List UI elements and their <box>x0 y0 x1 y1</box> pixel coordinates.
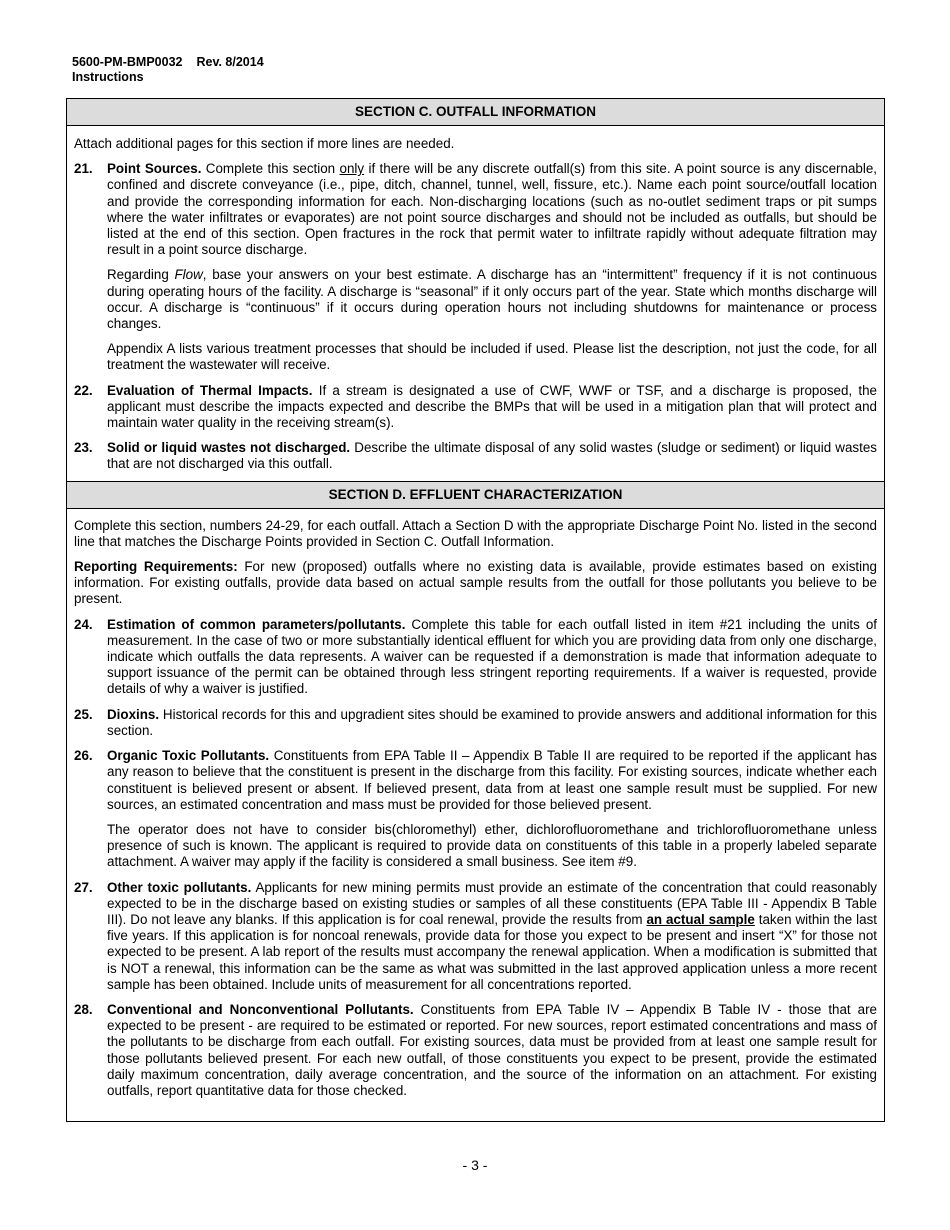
section-c-intro: Attach additional pages for this section if more lines are needed. <box>74 136 455 151</box>
item-24-text: Estimation of common parameters/pollutants. Complete this table for each outfall listed in item #21 including the units of measurement. In the case of two or more substantially identical effluent for which you are providing data from only one discharge, indicate which outfalls the data represents. A waiver can be requested if a demonstration is made that information adequate to support issuance of the permit can be obtained through less stringent reporting requirements. If a waiver is requested, provide details of why a waiver is justified. <box>107 616 877 697</box>
section-d-title: SECTION D. EFFLUENT CHARACTERIZATION <box>67 481 884 509</box>
item-26-number: 26. <box>74 748 93 764</box>
reporting-requirements: Reporting Requirements: For new (proposed) outfalls where no existing data is available, provide estimates based on existing information. For existing outfalls, provide data based on actual sample results from the outfall for those pollutants you believe to be present. <box>74 559 877 607</box>
item-21-heading: Point Sources. <box>107 161 202 177</box>
only-underlined: only <box>339 161 365 177</box>
item-21-number: 21. <box>74 161 93 177</box>
section-d-intro: Complete this section, numbers 24-29, for each outfall. Attach a Section D with the appropriate Discharge Point No. listed in the second line that matches the Discharge Points provided in Section C. Outfall Information. <box>74 517 877 549</box>
item-26 <box>74 748 877 870</box>
item-25-text: Dioxins. Historical records for this and upgradient sites should be examined to provide answers and additional information for this section. <box>107 706 877 738</box>
item-21-flow-text: Regarding Flow, base your answers on your best estimate. A discharge has an “intermittent” frequency if it is not continuous during operating hours of the facility. A discharge is “seasonal” if it only occurs part of the year. State which months discharge will occur. A discharge is “continuous” if it occurs during operation hours not including shutdowns for maintenance or process changes. <box>107 267 877 332</box>
item-23 <box>74 440 877 472</box>
document-type: Instructions <box>72 70 144 84</box>
item-28-heading: Conventional and Nonconventional Pollutants. <box>107 1001 414 1017</box>
item-23-text: Solid or liquid wastes not discharged. Describe the ultimate disposal of any solid wastes (sludge or sediment) or liquid wastes that are not discharged via this outfall. <box>107 440 877 472</box>
item-27 <box>74 880 877 993</box>
item-22 <box>74 383 877 432</box>
item-28-number: 28. <box>74 1001 93 1017</box>
form-id-line <box>72 55 264 70</box>
item-28 <box>74 1002 877 1099</box>
item-24-heading: Estimation of common parameters/pollutants. <box>107 616 406 632</box>
item-22-number: 22. <box>74 382 93 398</box>
item-27-text: Other toxic pollutants. Applicants for new mining permits must provide an estimate of the concentration that could reasonably expected to be in the discharge based on existing studies or samples of all these constituents (EPA Table III - Appendix B Table III). Do not leave any blanks. If this application is for coal renewal, provide the results from an actual sample taken within the last five years. If this application is for noncoal renewals, provide data for those you expect to be present and insert “X” for those not expected to be present. A lab report of the results must accompany the renewal application. When a modification is submitted that is NOT a renewal, this information can be the same as what was submitted in the last approved application unless a more recent sample has been obtained. Include units of measurement for all concentrations reported. <box>107 879 877 992</box>
item-25-number: 25. <box>74 706 93 722</box>
item-27-number: 27. <box>74 879 93 895</box>
instructions-frame <box>66 98 885 1122</box>
item-25 <box>74 707 877 739</box>
item-25-heading: Dioxins. <box>107 706 160 722</box>
actual-sample-emphasis: an actual sample <box>646 911 755 927</box>
item-22-text: Evaluation of Thermal Impacts. If a stream is designated a use of CWF, WWF or TSF, and a discharge is proposed, the applicant must describe the impacts expected and describe the BMPs that will be used in a mitigation plan that will protect and maintain water quality in the receiving stream(s). <box>107 382 877 431</box>
item-26-heading: Organic Toxic Pollutants. <box>107 748 270 764</box>
item-24-number: 24. <box>74 616 93 632</box>
reporting-requirements-heading: Reporting Requirements: <box>74 559 238 575</box>
item-21-text: Point Sources. Complete this section only if there will be any discrete outfall(s) from this site. A point source is any discernable, confined and discrete conveyance (i.e., pipe, ditch, channel, tunnel, well, fissure, etc.). Name each point source/outfall location and provide the corresponding information for each. Non-discharging locations (such as no-outlet sediment traps or pit sumps where the water infiltrates or evaporates) are not point source discharges and should not be included as outfalls, but should be listed at the end of this section. Open fractures in the rock that permit water to infiltrate rapidly without adequate filtration may result in a point source discharge. <box>107 161 877 258</box>
item-26-sub-text: The operator does not have to consider bis(chloromethyl) ether, dichlorofluoromethane and trichlorofluoromethane unless presence of such is known. The applicant is required to provide data on constituents of this table in a properly labeled separate attachment. A waiver may apply if the facility is considered a small business. See item #9. <box>107 821 877 870</box>
form-id: 5600-PM-BMP0032 <box>72 55 183 69</box>
page-number: - 3 - <box>462 1157 488 1173</box>
item-24 <box>74 617 877 698</box>
item-23-heading: Solid or liquid wastes not discharged. <box>107 440 351 456</box>
section-c-title: SECTION C. OUTFALL INFORMATION <box>67 99 884 126</box>
item-27-heading: Other toxic pollutants. <box>107 879 252 895</box>
flow-italic: Flow <box>174 267 203 283</box>
item-21-appendix-text: Appendix A lists various treatment processes that should be included if used. Please list the description, not just the code, for all treatment the wastewater will receive. <box>107 341 877 373</box>
section-d-body <box>67 509 884 1108</box>
form-revision: Rev. 8/2014 <box>196 55 264 69</box>
item-28-text: Conventional and Nonconventional Pollutants. Constituents from EPA Table IV – Appendix B Table IV - those that are expected to be present - are required to be estimated or reported. For new sources, report estimated concentrations and mass of the pollutants to be discharge from each outfall. For existing sources, data must be provided from at least one sample result for those pollutants believed present. For each new outfall, of those constituents you expect to be present, provide the estimated daily maximum concentration, daily average concentration, and the source of the information on an attachment. For existing outfalls, report quantitative data for those checked. <box>107 1001 877 1098</box>
item-21 <box>74 161 877 373</box>
item-23-number: 23. <box>74 440 93 456</box>
document-header <box>72 55 264 85</box>
section-c-body <box>67 136 884 481</box>
item-26-text: Organic Toxic Pollutants. Constituents from EPA Table II – Appendix B Table II are required to be reported if the applicant has any reason to believe that the constituent is present in the discharge from this facility. For existing sources, indicate whether each constituent is believed present or absent. If believed present, data from at least one sample result must be supplied. For new sources, an estimated concentration and mass must be provided for those believed present. <box>107 748 877 812</box>
item-22-heading: Evaluation of Thermal Impacts. <box>107 382 313 398</box>
